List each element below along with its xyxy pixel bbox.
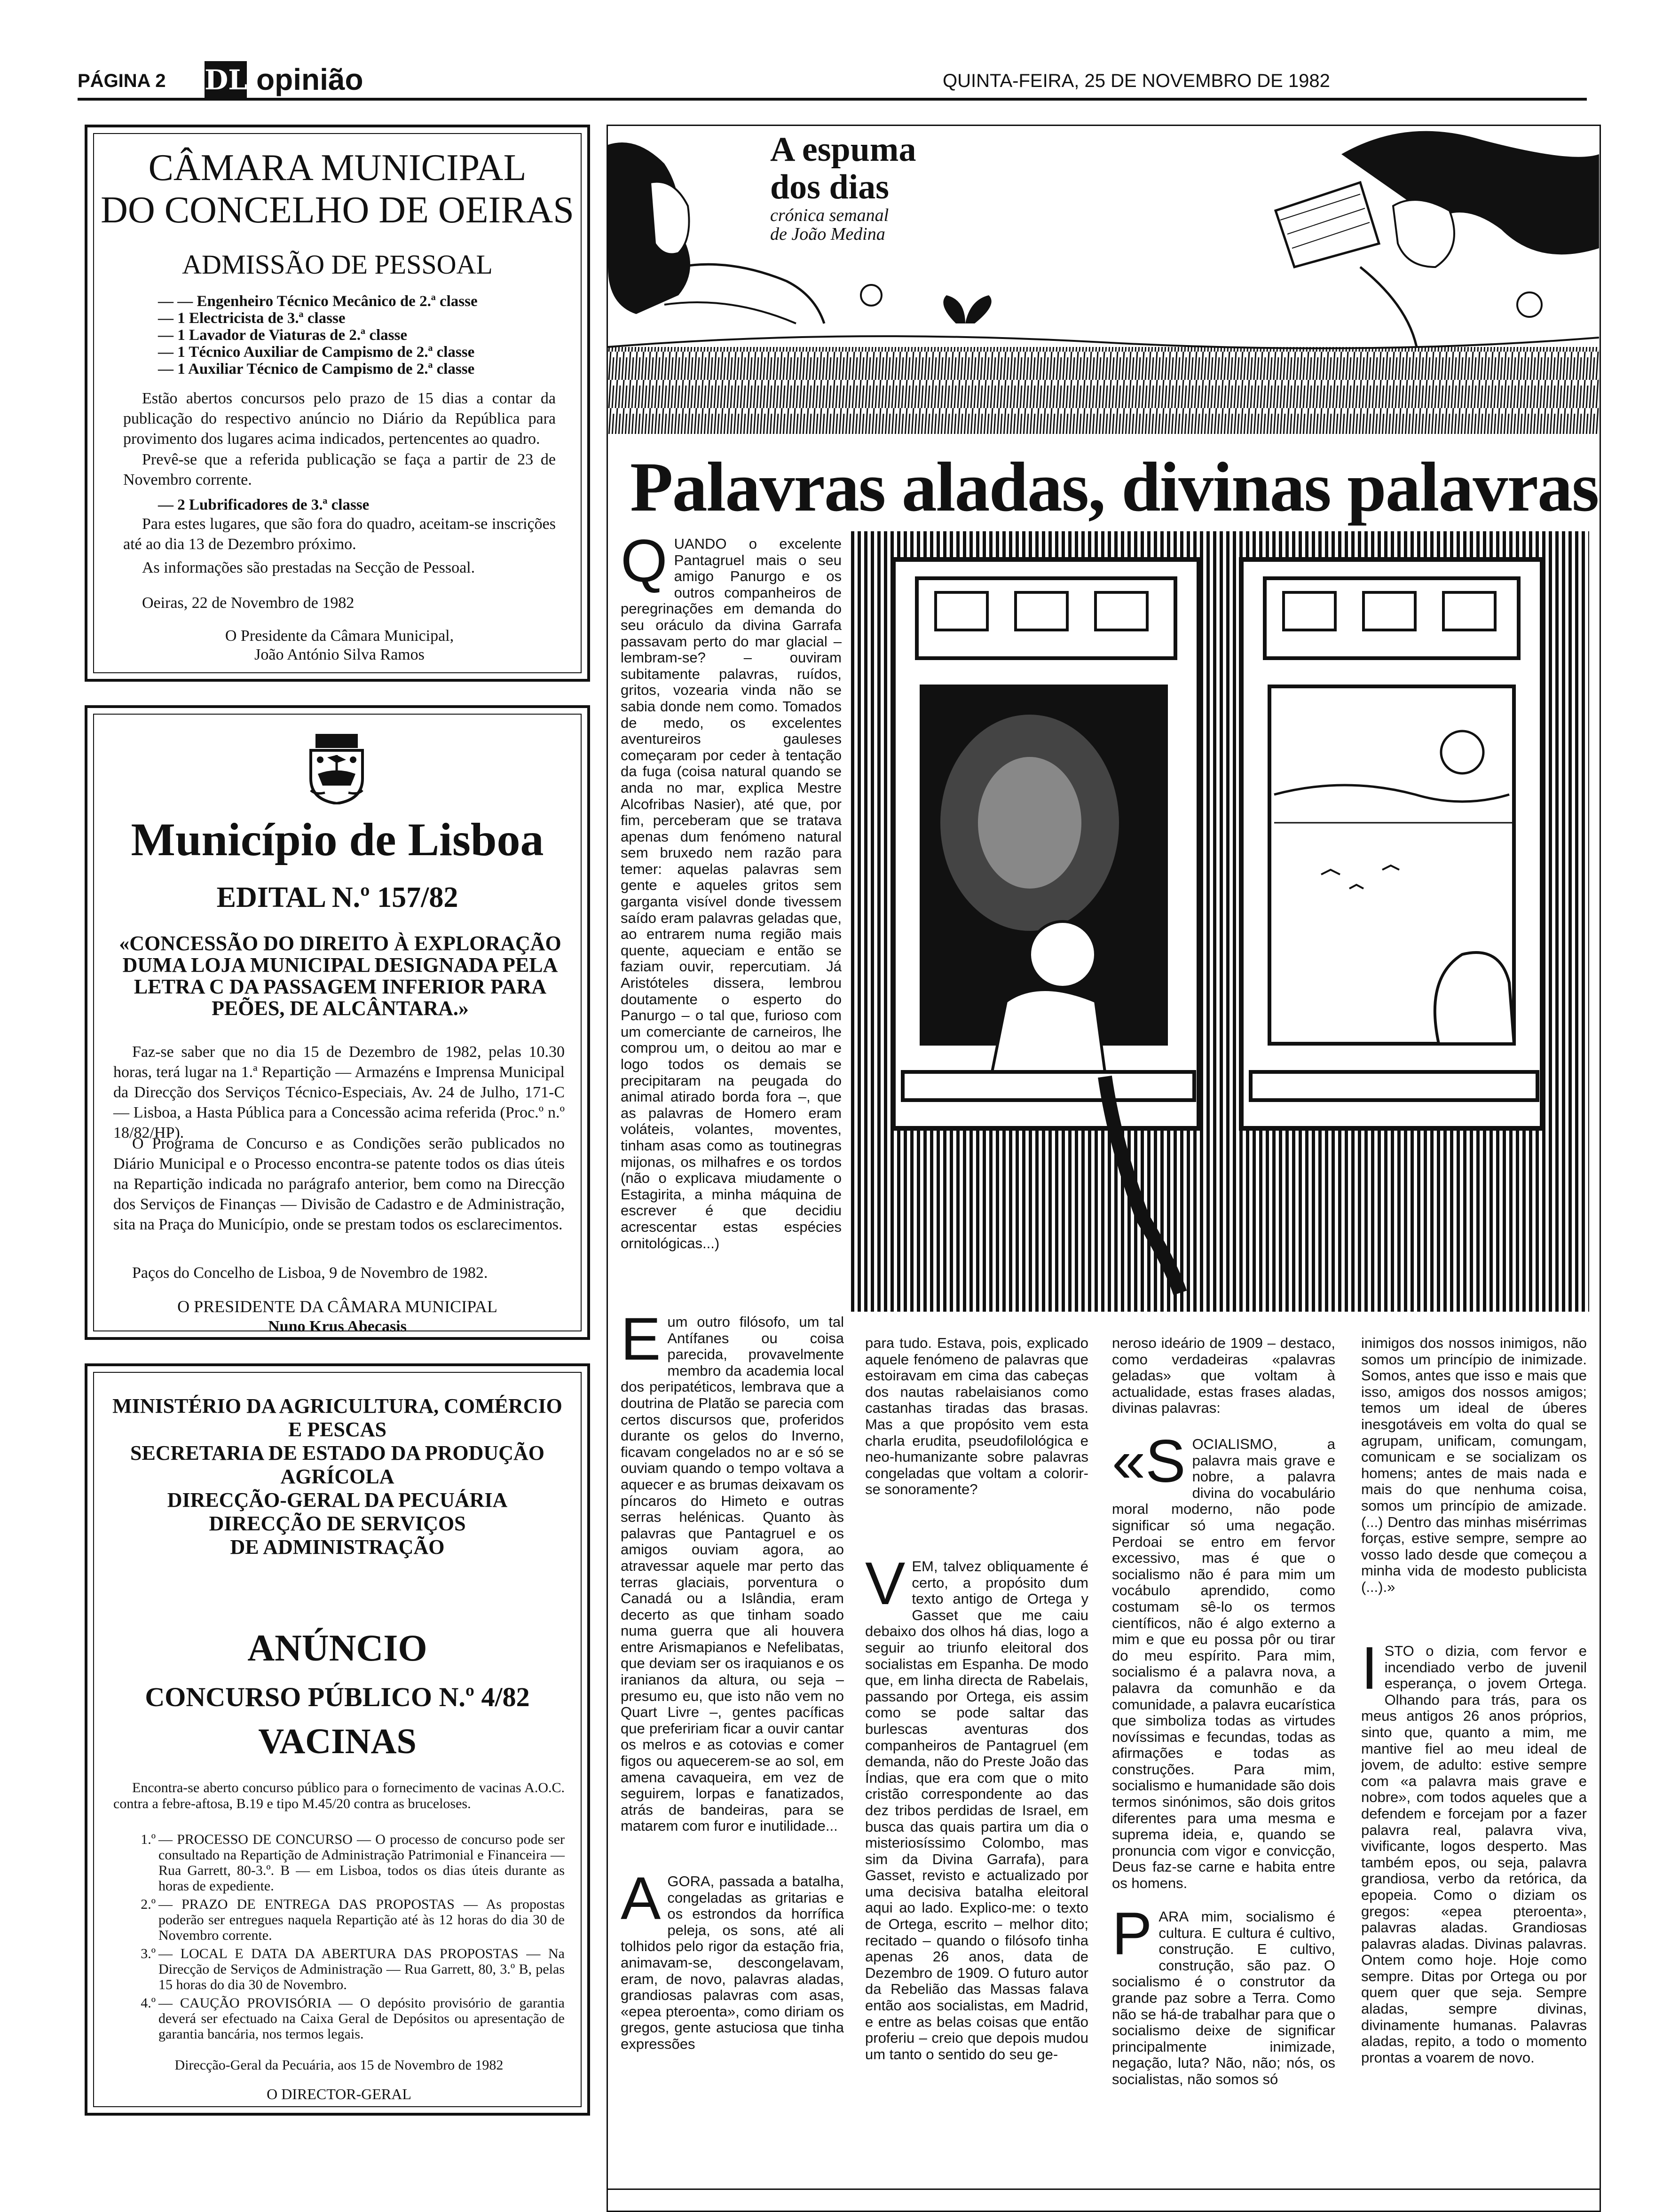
ad-item-num: 2.º [141, 1897, 156, 1912]
drop-cap: I [1361, 1643, 1378, 1702]
kicker-title-1: A espuma [770, 130, 916, 169]
drop-cap: Q [621, 536, 668, 595]
ad-item [113, 1832, 565, 1894]
ad-agricultura-intro: Encontra-se aberto concurso público para o fornecimento de vacinas A.O.C. contra a febre-aftosa, B.19 e tipo M.45/20 contra as bruceloses. [113, 1780, 565, 1811]
ad-item-text: — CAUÇÃO PROVISÓRIA — O depósito provisório de garantia deverá ser efectuado na Caixa Geral de Depósitos ou apresentação de garantia bancária, nos termos legais. [158, 1995, 565, 2042]
heading-line: E PESCAS [288, 1418, 387, 1441]
kicker-sub-2: de João Medina [770, 224, 885, 244]
ad-item-num: 1.º [141, 1832, 156, 1847]
ad-oeiras-signer-role: O Presidente da Câmara Municipal, [225, 627, 454, 645]
ad-oeiras-subtitle: ADMISSÃO DE PESSOAL [182, 249, 493, 280]
article-text: para tudo. Estava, pois, explicado aquele fenómeno de palavras que estoiravam em cima das cabeças dos nautas rabelaisianos como castanhas tiradas das brasas. Mas a que propósito vem esta charla erudita, pseudofilológica e neo-humanizante sobre palavras congeladas que voltam a colorir-se sonoramente? [865, 1335, 1088, 1498]
article-column-1 [621, 536, 842, 1307]
ad-oeiras-extra: — 2 Lubrificadores de 3.ª classe [158, 496, 370, 513]
ad-lisboa [85, 705, 590, 1340]
ad-item [113, 1897, 565, 1943]
ad-item-num: 3.º [141, 1946, 156, 1961]
position-item: — 1 Electricista de 3.ª classe [158, 310, 346, 327]
ad-item-text: — LOCAL E DATA DA ABERTURA DAS PROPOSTAS — Na Direcção de Serviços de Administração — Rua Garrett, 80, 3.º B, pelas 15 horas do dia 30 de Novembro. [158, 1946, 565, 1992]
ad-item-text: — PRAZO DE ENTREGA DAS PROPOSTAS — As propostas poderão ser entregues naquela Repartição até às 12 horas do dia 30 de Novembro corrente. [158, 1897, 565, 1943]
drop-cap: «S [1112, 1436, 1186, 1495]
ad-oeiras-title1: CÂMARA MUNICIPAL [148, 147, 527, 189]
ad-agricultura-anuncio: ANÚNCIO [247, 1628, 427, 1669]
ad-agricultura-vacinas: VACINAS [258, 1722, 417, 1761]
page-header [78, 63, 1587, 99]
ad-lisboa-place-date: Paços do Concelho de Lisboa, 9 de Novembro de 1982. [132, 1264, 488, 1282]
article-headline: Palavras aladas, divinas palavras [630, 448, 1599, 526]
ad-agricultura-signer: O DIRECTOR-GERAL [267, 2086, 411, 2102]
heading-line: DIRECÇÃO DE SERVIÇOS [209, 1512, 466, 1535]
position-item: — 1 Lavador de Viaturas de 2.ª classe [158, 327, 407, 344]
ad-item [113, 1946, 565, 1992]
position-item: — — Engenheiro Técnico Mecânico de 2.ª classe [158, 293, 478, 310]
drop-cap: V [865, 1559, 906, 1617]
issue-date: QUINTA-FEIRA, 25 DE NOVEMBRO DE 1982 [943, 71, 1330, 91]
ad-agricultura-concurso: CONCURSO PÚBLICO N.º 4/82 [145, 1682, 530, 1712]
ad-oeiras [85, 125, 590, 682]
header-rule [78, 98, 1587, 101]
ad-oeiras-signer-name: João António Silva Ramos [254, 646, 425, 663]
lisbon-coat-of-arms-icon [306, 734, 367, 804]
drop-cap: P [1112, 1909, 1152, 1968]
ad-oeiras-place-date: Oeiras, 22 de Novembro de 1982 [142, 594, 355, 612]
heading-line: SECRETARIA DE ESTADO DA PRODUÇÃO [130, 1441, 544, 1464]
article-column-3c [1112, 1909, 1335, 2186]
article-text: EM, talvez obliquamente é certo, a propósito dum texto antigo de Ortega y Gasset que me caiu debaixo dos olhos há dias, logo a seguir ao triunfo eleitoral dos socialistas em Espanha. De modo que, em linha directa de Rabelais, passando por Ortega, eis assim como se pode saltar das burlescas aventuras dos companheiros de Pantagruel (em demanda, não do Preste João das Índias, que era com que o mito cristão correspondente ao das dez tribos perdidas de Israel, em busca das quais partira um dia o misteriosíssimo Colombo, mas sim da Divina Garrafa), para Gasset, revisto e actualizado por uma decisiva batalha eleitoral aqui ao lado. Explico-me: o texto de Ortega, escrito – melhor dito; recitado – quando o filósofo tinha apenas 26 anos, data de Dezembro de 1909. O futuro autor da Rebelião das Massas falava então aos socialistas, em Madrid, e entre as belas coisas que então proferiu – creio que depois mudou um tanto o sentido do seu ge- [865, 1559, 1088, 2062]
ad-lisboa-signer-name: Nuno Krus Abecasis [268, 1318, 407, 1335]
article-column-3b [1112, 1436, 1335, 1902]
ad-agricultura-items [113, 1832, 565, 2045]
ad-lisboa-subject: «CONCESSÃO DO DIREITO À EXPLORAÇÃO DUMA LOJA MUNICIPAL DESIGNADA PELA LETRA C DA PASSAGEM INFERIOR PARA PEÕES, DE ALCÂNTARA.» [119, 932, 561, 1020]
drop-cap: A [621, 1874, 661, 1932]
ad-oeiras-title2: DO CONCELHO DE OEIRAS [101, 189, 574, 231]
article-column-2b [865, 1559, 1088, 2184]
heading-line: DE ADMINISTRAÇÃO [230, 1535, 445, 1559]
windows-illustration [851, 531, 1589, 1312]
article-column-1c [621, 1874, 844, 2184]
article-text: neroso ideário de 1909 – destaco, como verdadeiras «palavras geladas» que voltam à actualidade, estas frases aladas, divinas palavras: [1112, 1335, 1335, 1417]
kicker-title-2: dos dias [770, 168, 889, 206]
article-text: ARA mim, socialismo é cultura. E cultura é cultivo, construção. E cultivo, construção, são paz. O socialismo é o construtor da grande paz sobre a Terra. Como não se há-de trabalhar para que o socialismo deixe de significar principalmente inimizade, negação, luta? Não, não; nós, os socialistas, não somos só [1112, 1909, 1335, 2087]
article-text: inimigos dos nossos inimigos, não somos um princípio de inimizade. Somos, antes que isso e mais que isso, amigos dos nossos amigos; temos um ideal de úberes inesgotáveis em volta do qual se agrupam, unificam, comungam, comunicam e se socializam os homens; antes de mais nada e mais do que nenhuma coisa, somos um princípio de amizade. (...) Dentro das minhas misérrimas forças, estive sempre, sempre ao vosso lado desde que começou a minha vida de modesto publicista (...).» [1361, 1335, 1587, 1595]
ad-item [113, 1995, 565, 2042]
article-column-2 [865, 1335, 1088, 1556]
section-title: opinião [256, 63, 363, 96]
article-text: UANDO o excelente Pantagruel mais o seu amigo Panurgo e os outros companheiros de peregrinações em demanda do seu oráculo da divina Garrafa passavam perto do mar glacial – lembram-se? – ouviram subitamente palavras, ruídos, gritos, vozearia vinda não se sabia donde nem como. Tomados de medo, os excelentes aventureiros gauleses começaram por ceder à tentação da fuga (coisa natural quando se anda no mar, explica Mestre Alcofribas Nasier), até que, por fim, perceberam que se tratava apenas dum fenómeno natural sem bruxedo nem razão para temer: aquelas palavras sem gente e aqueles gritos sem garganta visível donde tivessem saído eram palavras geladas que, ao entrarem numa região mais quente, aqueciam e então se faziam ouvir, repercutiam. Já Aristóteles dissera, lembrou doutamente o esperto do Panurgo – o tal que, furioso com um comerciante de carneiros, lhe comprou um, o deitou ao mar e logo todos os demais se precipitaram na peugada do animal atirado borda fora –, que as palavras de Homero eram voláteis, volantes, moventes, tinham asas como as toutinegras mijonas, os milhafres e os tordos (não o explicava miudamente o Estagirita, a minha máquina de escrever é que decidiu acrescentar estas espécies ornitológicas...) [621, 536, 842, 1252]
article-text: um outro filósofo, um tal Antífanes ou coisa parecida, provavelmente membro da academia local dos peripatéticos, lembrava que a doutrina de Platão se parecia com certos discursos que, proferidos durante os gelos do Inverno, ficavam congelados no ar e só se ouviam quando o tempo voltava a aquecer e as brumas deixavam os píncaros do Himeto e outras serras helénicas. Quanto às palavras que Pantagruel e os amigos ouviam agora, ao atravessar aquele mar perto das terras glaciais, porventura o Canadá ou a Islândia, eram decerto as que tinham soado numa guerra que ali houvera entre Arismapianos e Nefelibatas, que deviam ser os iraquianos e os iranianos da altura, ou seja – presumo eu, que isto não vem no Quart Livre –, gentes pacíficas que prefeririam ficar a ouvir cantar os melros e as cotovias e comer figos ou aquecerem-se ao sol, em amena cavaqueira, em vez de seguirem, lorpas e fanatizados, atrás de bandeiras, para se matarem com furor e inutilidade... [621, 1314, 844, 1834]
heading-line: DIRECÇÃO-GERAL DA PECUÁRIA [167, 1488, 508, 1511]
article-illustration [851, 531, 1589, 1312]
ad-oeiras-para4: As informações são prestadas na Secção de Pessoal. [142, 559, 475, 576]
page-number: PÁGINA 2 [78, 71, 166, 91]
position-item: — 1 Auxiliar Técnico de Campismo de 2.ª classe [158, 361, 475, 378]
ad-oeiras-para1: Estão abertos concursos pelo prazo de 15 dias a contar da publicação do respectivo anúncio no Diário da República para provimento dos lugares acima indicados, pertencentes ao quadro. [123, 390, 556, 448]
ad-item-text: — PROCESSO DE CONCURSO — O processo de concurso pode ser consultado na Repartição de Administração Patrimonial e Financeira — Rua Garrett, 80-3.º. B — em Lisboa, todos os dias úteis durante as horas de expediente. [158, 1832, 565, 1894]
banner-illustration [608, 126, 1599, 434]
article-column-1b [621, 1314, 844, 1841]
ad-lisboa-para1: Faz-se saber que no dia 15 de Dezembro de 1982, pelas 10.30 horas, terá lugar na 1.ª Repartição — Armazéns e Imprensa Municipal da Direcção dos Serviços Técnico-Especiais, Av. 24 de Julho, 171-C — Lisboa, a Hasta Pública para a Concessão acima referida (Proc.º n.º 18/82/HP). [113, 1043, 565, 1141]
article-text: OCIALISMO, a palavra mais grave e nobre, a palavra divina do vocabulário moral moderno, não pode significar só uma negação. Perdoai se entro em fervor excessivo, mas é que o socialismo não é para mim um vocábulo aprendido, como costumam sê-lo os termos científicos, não é algo externo a mim e que eu possa pôr ou tirar do meu espírito. Para mim, socialismo é a palavra nova, a palavra da comunhão e da comunidade, a palavra eucarística que simboliza todas as virtudes novíssimas e fecundas, todas as afirmações e todas as construções. Para mim, socialismo e humanidade são dois termos sinónimos, são dois gritos diferentes para uma mesma e suprema ideia, e, quando se pronuncia com vigor e convicção, Deus faz-se carne e habita entre os homens. [1112, 1436, 1335, 1892]
kicker-box [770, 131, 968, 272]
ad-lisboa-signer-role: O PRESIDENTE DA CÂMARA MUNICIPAL [177, 1297, 497, 1316]
ad-agricultura-place-date: Direcção-Geral da Pecuária, aos 15 de Novembro de 1982 [174, 2057, 504, 2073]
ad-agricultura-heading [87, 1394, 587, 1559]
article-text: STO o dizia, com fervor e incendiado verbo de juvenil esperança, o jovem Ortega. Olhando para trás, para os meus antigos 26 anos próprios, sinto que, quanto a mim, me mantive fiel ao meu ideal de jovem, de adulto: estive sempre com «a palavra mais grave e nobre», com todos aqueles que a defendem e forcejam por a fazer palavra real, palavra viva, vivificante, logos desperto. Mas também epos, ou seja, palavra grandiosa, verbo da retórica, da epopeia. Como o diziam os gregos: «epea pteroenta», palavras aladas. Grandiosas palavras aladas. Divinas palavras. Ontem como hoje. Hoje como sempre. Ditas por Ortega ou por quem quer que seja. Sempre aladas, sempre divinas, divinamente humanas. Palavras aladas, repito, a todo o momento prontas a voarem de novo. [1361, 1643, 1587, 2066]
drop-cap: E [621, 1314, 661, 1373]
article-column-3 [1112, 1335, 1335, 1429]
ad-agricultura [85, 1363, 590, 2116]
column-banner [608, 126, 1599, 434]
ad-item-num: 4.º [141, 1995, 156, 2011]
article-text: GORA, passada a batalha, congeladas as gritarias e os estrondos da horrífica peleja, os sons, até ali tolhidos pelo rigor da estação fria, animavam-se, descongelavam, eram, de novo, palavras aladas, grandiosas palavras com asas, «epea pteroenta», como diriam os gregos, gente astuciosa que tinha expressões [621, 1874, 844, 2052]
article-bottom-rule [607, 2188, 1601, 2190]
heading-line: MINISTÉRIO DA AGRICULTURA, COMÉRCIO [112, 1394, 562, 1417]
newspaper-logo: DL [205, 61, 247, 99]
position-item: — 1 Técnico Auxiliar de Campismo de 2.ª classe [158, 344, 475, 361]
ad-lisboa-inner-border [93, 714, 582, 1331]
article-column-4b [1361, 1643, 1587, 2184]
ad-oeiras-para3: Para estes lugares, que são fora do quadro, aceitam-se inscrições até ao dia 13 de Dezembro próximo. [123, 515, 556, 553]
heading-line: AGRÍCOLA [280, 1465, 394, 1488]
ad-lisboa-edital: EDITAL N.º 157/82 [216, 882, 458, 913]
ad-lisboa-title: Município de Lisboa [131, 813, 544, 866]
article-column-4 [1361, 1335, 1587, 1636]
ad-oeiras-para2: Prevê-se que a referida publicação se faça a partir de 23 de Novembro corrente. [123, 451, 556, 488]
ad-lisboa-para2: O Programa de Concurso e as Condições serão publicados no Diário Municipal e o Processo encontra-se patente todos os dias úteis na Repartição indicada no parágrafo anterior, bem como na Direcção dos Serviços de Finanças — Divisão de Cadastro e de Administração, sita na Praça do Município, onde se prestam todos os esclarecimentos. [113, 1135, 565, 1233]
kicker-sub-1: crónica semanal [770, 205, 889, 225]
ad-oeiras-positions [158, 293, 572, 378]
